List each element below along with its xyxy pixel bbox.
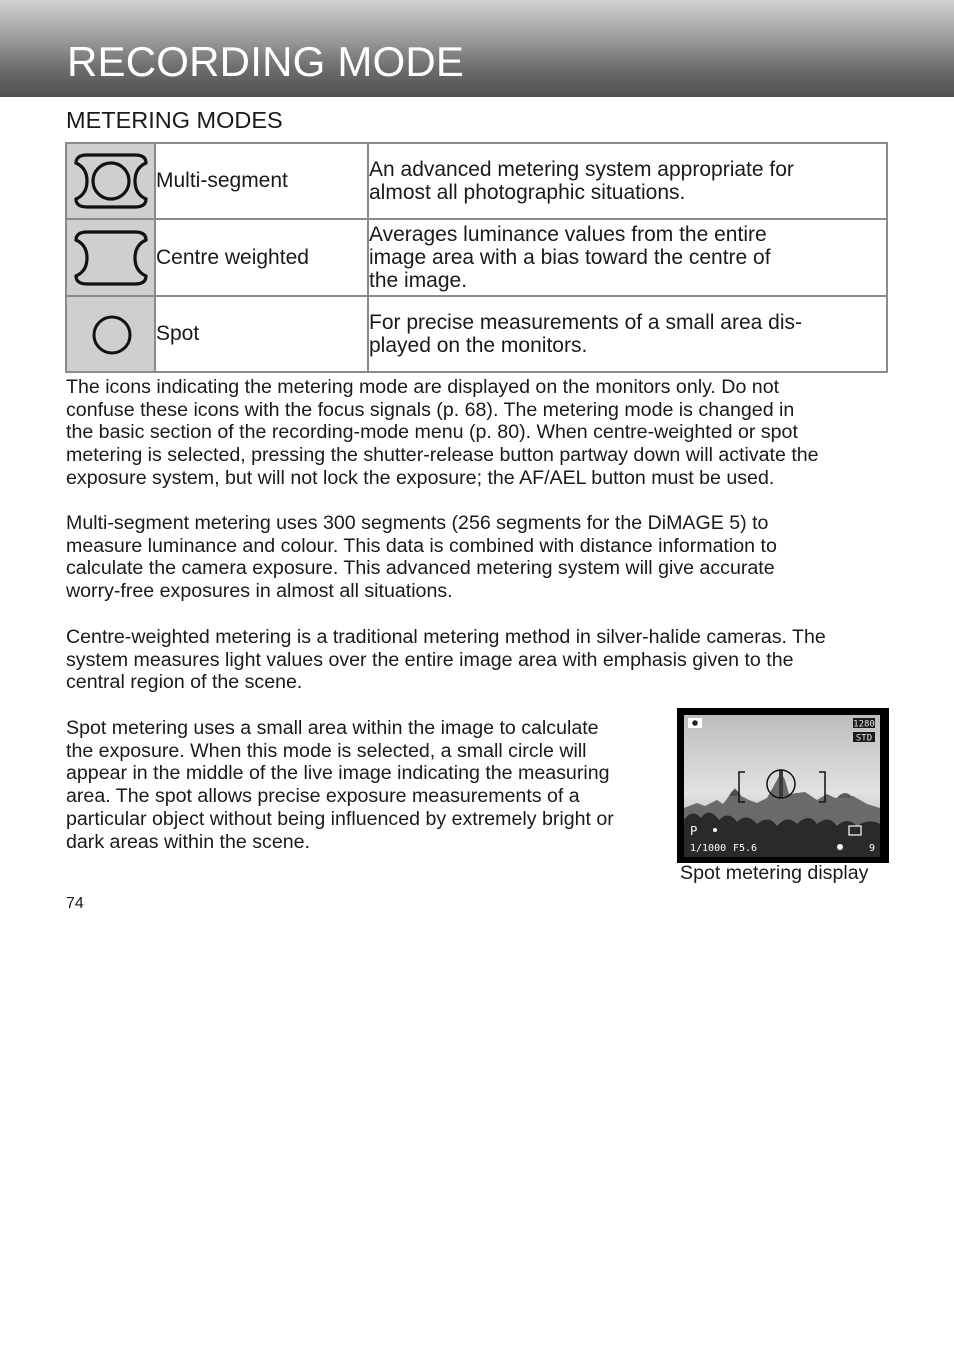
desc-line: almost all photographic situations.	[369, 181, 686, 204]
spot-metering-icon	[71, 301, 151, 367]
mode-description	[368, 296, 887, 372]
indicator-dot-icon	[713, 828, 717, 832]
text-line: area. The spot allows precise exposure measurements of a	[66, 785, 580, 808]
icon-cell	[66, 296, 155, 372]
text-line: the basic section of the recording-mode menu (p. 80). When centre-weighted or spot	[66, 421, 798, 444]
metering-modes-table	[65, 142, 888, 373]
shutter-speed-readout: 1/1000	[690, 843, 727, 854]
text-line: Spot metering uses a small area within the image to calculate	[66, 717, 599, 739]
spot-metering-display-image	[677, 708, 889, 863]
exposure-mode-readout: P	[690, 824, 698, 838]
mode-description	[368, 219, 887, 296]
text-line: dark areas within the scene.	[66, 830, 310, 853]
resolution-readout: 1280	[853, 719, 875, 730]
text-line: confuse these icons with the focus signals (p. 68). The metering mode is changed in	[66, 398, 795, 421]
text-line: worry-free exposures in almost all situations.	[66, 580, 453, 603]
desc-line: played on the monitors.	[369, 334, 588, 357]
desc-line: For precise measurements of a small area dis-	[369, 311, 802, 334]
text-line: metering is selected, pressing the shutter-release button partway down will activate the	[66, 444, 819, 467]
table-row	[66, 219, 887, 296]
icon-cell	[66, 219, 155, 296]
tower	[779, 770, 783, 798]
mode-name: Multi-segment	[155, 143, 368, 219]
text-line: Multi-segment metering uses 300 segments (256 segments for the DiMAGE 5) to	[66, 512, 769, 534]
desc-line: image area with a bias toward the centre of	[369, 246, 771, 269]
text-line: central region of the scene.	[66, 671, 303, 694]
text-line: Centre-weighted metering is a traditional metering method in silver-halide cameras. The	[66, 626, 826, 648]
frames-remaining-readout: 9	[869, 843, 876, 854]
table-row	[66, 296, 887, 372]
spot-metering-indicator-icon	[837, 844, 843, 850]
text-line: appear in the middle of the live image indicating the measuring	[66, 762, 610, 785]
multi-segment-metering-icon	[71, 148, 151, 214]
paragraph-icons-info	[66, 376, 896, 490]
text-line: system measures light values over the entire image area with emphasis given to the	[66, 648, 794, 671]
section-title: METERING MODES	[66, 107, 283, 133]
paragraph-centre-weighted	[66, 626, 896, 694]
table-row	[66, 143, 887, 219]
text-line: exposure system, but will not lock the exposure; the AF/AEL button must be used.	[66, 466, 775, 489]
mode-description	[368, 143, 887, 219]
paragraph-multi-segment	[66, 512, 896, 603]
mode-name: Centre weighted	[155, 219, 368, 296]
text-line: measure luminance and colour. This data is combined with distance information to	[66, 534, 777, 557]
quality-readout: STD	[855, 733, 873, 744]
monitor-screen	[677, 708, 889, 863]
text-line: The icons indicating the metering mode are displayed on the monitors only. Do not	[66, 376, 780, 398]
page-number: 74	[66, 895, 84, 912]
text-line: calculate the camera exposure. This advanced metering system will give accurate	[66, 557, 775, 580]
figure-caption: Spot metering display	[680, 862, 869, 884]
header-banner	[0, 0, 954, 97]
icon-cell	[66, 143, 155, 219]
centre-weighted-metering-icon	[71, 225, 151, 291]
desc-line: the image.	[369, 269, 468, 292]
page-title: RECORDING MODE	[67, 38, 465, 85]
desc-line: Averages luminance values from the entire	[369, 223, 767, 246]
aperture-readout: F5.6	[733, 843, 758, 854]
text-line: the exposure. When this mode is selected, a small circle will	[66, 739, 587, 762]
text-line: particular object without being influenced by extremely bright or	[66, 807, 614, 830]
paragraph-spot	[66, 717, 666, 853]
mode-name: Spot	[155, 296, 368, 372]
desc-line: An advanced metering system appropriate for	[369, 158, 794, 181]
